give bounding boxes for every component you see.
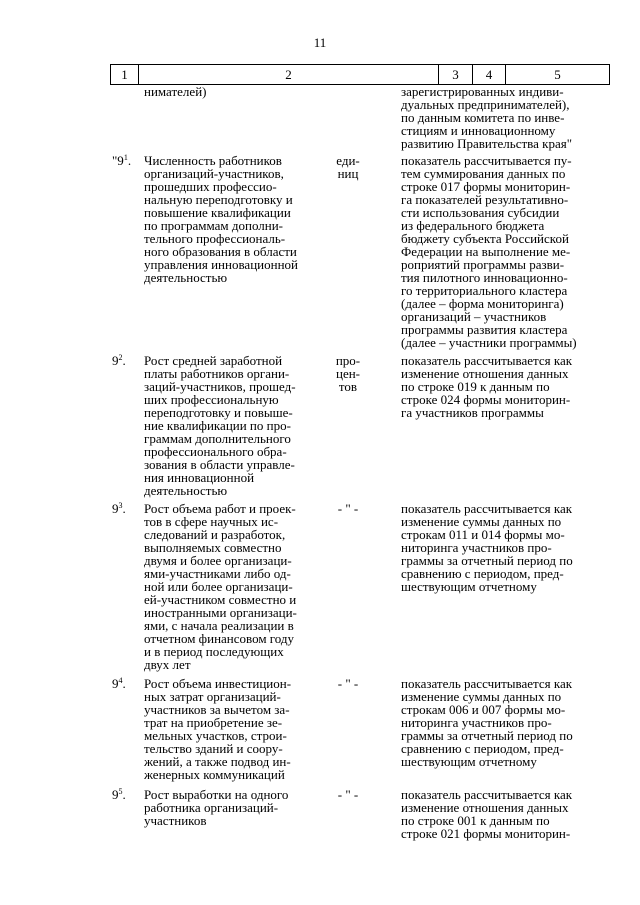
- continued-method: зарегистрированных индиви- дуальных предпринимателей), по данным комитета по инве- стициям и инновационному развитию Правительства края": [401, 84, 573, 151]
- continued-name: нимателей): [144, 84, 207, 99]
- row-number: $9^3$.: [112, 501, 126, 516]
- indicator-name: Рост средней заработной платы работников органи- заций-участников, прошед- ших профессиональную переподготовку и повыше- ние квалификации по про- граммам дополнительного профессионального обра- зования в области управле- ния инновационной деятельностью: [144, 353, 296, 498]
- table-header: [110, 64, 610, 85]
- header-col-4: 4: [473, 65, 506, 84]
- page-number: 11: [313, 35, 327, 50]
- header-col-1: 1: [111, 65, 139, 84]
- row-number: $9^4$.: [112, 676, 126, 691]
- row-number: $9^5$.: [112, 787, 126, 802]
- unit-of-measure: - " -: [337, 501, 359, 516]
- unit-of-measure: еди- ниц: [336, 153, 360, 181]
- indicator-name: Рост объема инвестицион- ных затрат организаций- участников за вычетом за- трат на приобретение зе- мельных участков, строи- тельство зданий и соору- жений, а также подвод ин- женерных коммуникаций: [144, 676, 292, 782]
- row-number: $9^2$.: [112, 353, 126, 368]
- calculation-method: показатель рассчитывается как изменение отношения данных по строке 001 к данным по строке 021 формы мониторин-: [401, 787, 573, 841]
- unit-of-measure: про- цен- тов: [335, 353, 361, 394]
- indicator-name: Рост объема работ и проек- тов в сфере научных ис- следований и разработок, выполняемых совместно двумя и более организаци- ями-участниками либо од- ной или более организаци- ей-участником совместно и иностранными организаци- ями, с начала реализации в отчетном финансовом году и в период последующих двух лет: [144, 501, 297, 672]
- header-col-2: 2: [139, 65, 439, 84]
- unit-of-measure: - " -: [337, 787, 359, 802]
- indicator-name: Рост выработки на одного работника организаций- участников: [144, 787, 289, 828]
- header-col-3: 3: [439, 65, 473, 84]
- row-number: "$9^1$.: [112, 153, 132, 168]
- calculation-method: показатель рассчитывается как изменение отношения данных по строке 019 к данным по строке 024 формы мониторин- га участников программы: [401, 353, 573, 420]
- unit-of-measure: - " -: [337, 676, 359, 691]
- header-col-5: 5: [554, 67, 561, 82]
- indicator-name: Численность работников организаций-участников, прошедших профессио- нальную переподготовку и повышение квалификации по программам дополни- тельного профессиональ- ного образования в области управления инновационной деятельностью: [144, 153, 298, 285]
- calculation-method: показатель рассчитывается как изменение суммы данных по строкам 006 и 007 формы мо- ниторинга участников про- граммы за отчетный период по сравнению с периодом, пред- шествующим отчетному: [401, 676, 573, 769]
- calculation-method: показатель рассчитывается как изменение суммы данных по строкам 011 и 014 формы мо- ниторинга участников про- граммы за отчетный период по сравнению с периодом, пред- шествующим отчетному: [401, 501, 573, 594]
- calculation-method: показатель рассчитывается пу- тем суммирования данных по строке 017 формы мониторин- га показателей результативно- сти использования субсидии из федерального бюджета бюджету субъекта Российской Федерации на выполнение ме- роприятий программы разви- тия пилотного инновационно- го территориального кластера (далее – форма мониторинга) организаций – участников программы развития кластера (далее – участники программы): [401, 153, 577, 350]
